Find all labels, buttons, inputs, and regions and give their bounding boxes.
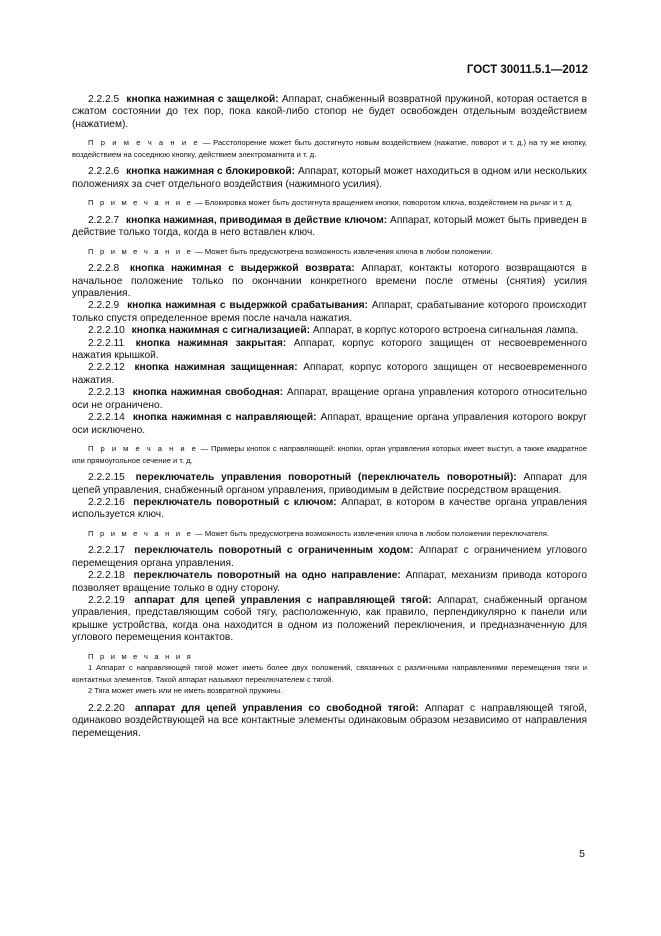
clause-2-2-2-5 [72, 94, 587, 131]
clause-2-2-2-9 [72, 300, 587, 325]
standard-code: ГОСТ 30011.5.1—2012 [466, 64, 588, 76]
note [72, 137, 587, 160]
notes-label: П р и м е ч а н и я [88, 651, 193, 661]
clause-number: 2.2.2.17 [88, 545, 125, 557]
clause-2-2-2-12 [72, 362, 587, 387]
clause-text: Аппарат, который может находиться в одном или нескольких положениях за счет отдельного воздействия (нажимного усилия). [72, 166, 587, 190]
clause-2-2-2-18 [72, 570, 587, 595]
clause-2-2-2-13 [72, 387, 587, 412]
clause-number: 2.2.2.6 [88, 166, 120, 178]
clause-number: 2.2.2.5 [88, 94, 120, 105]
clause-term: кнопка нажимная с блокировкой: [126, 166, 296, 178]
note-label: П р и м е ч а н и е [88, 528, 193, 538]
clause-number: 2.2.2.8 [88, 263, 120, 275]
clause-2-2-2-11 [72, 338, 587, 363]
clause-2-2-2-7 [72, 215, 587, 240]
clause-2-2-2-14 [72, 412, 587, 437]
note-label: П р и м е ч а н и е [88, 443, 199, 453]
clause-2-2-2-16 [72, 497, 587, 522]
clause-2-2-2-17 [72, 545, 587, 570]
clause-number: 2.2.2.10 [88, 325, 125, 337]
clause-2-2-2-19 [72, 595, 587, 645]
clause-text: Аппарат, корпус которого защищен от несвоевременного нажатия крышкой. [72, 337, 587, 362]
page-number: 5 [579, 848, 585, 860]
note [72, 246, 587, 258]
note [72, 197, 587, 209]
clause-text: Аппарат, контакты которого возвращаются в начальное положение только по окончании конкретного времени после отмены (снятия) усилия управления. [72, 263, 587, 300]
clause-text: Аппарат, в корпус которого встроена сигнальная лампа. [312, 325, 579, 337]
note-text: — Блокировка может быть достигнута вращением кнопки, поворотом ключа, воздействием на рычаг и т. д. [195, 198, 573, 208]
notes-heading [72, 651, 587, 663]
clause-term: кнопка нажимная с выдержкой возврата: [129, 263, 355, 275]
clause-term: кнопка нажимная закрытая: [135, 337, 287, 349]
clause-term: кнопка нажимная защищенная: [134, 362, 298, 374]
clause-term: кнопка нажимная с сигнализацией: [131, 325, 310, 337]
clause-2-2-2-6 [72, 166, 587, 191]
clause-number: 2.2.2.16 [88, 496, 125, 508]
clause-term: кнопка нажимная с выдержкой срабатывания: [127, 300, 368, 312]
clause-text: Аппарат с ограничением углового перемещения органа управления. [72, 545, 587, 569]
clause-number: 2.2.2.12 [88, 362, 125, 374]
clause-text: Аппарат с направляющей тягой, одинаково воздействующей на все контактные элементы одинаковым образом независимо от направления перемещения. [72, 702, 587, 739]
clause-text: Аппарат, вращение органа управления которого относительно оси не ограничено. [72, 387, 587, 411]
clause-number: 2.2.2.11 [88, 337, 125, 349]
note-item-2: 2 Тяга может иметь или не иметь возвратной пружины. [88, 686, 283, 696]
note-label: П р и м е ч а н и е [88, 246, 193, 256]
clause-text: Аппарат, снабженный органом управления, представляющим собой тягу, расположенную, как правило, перпендикулярно к панели или крышке устройства, когда она находится в одном из положений переключения, и предназначенную для углового перемещения контактов. [72, 594, 587, 644]
clause-text: Аппарат, корпус которого защищен от несвоевременного нажатия. [72, 362, 587, 386]
clause-text: Аппарат, вращение органа управления которого вокруг оси исключено. [72, 412, 587, 436]
clause-term: кнопка нажимная с защелкой: [126, 94, 279, 105]
note-text: — Может быть предусмотрена возможность извлечения ключа в любом положении переключателя. [195, 528, 549, 538]
note-item-1: 1 Аппарат с направляющей тягой может иметь более двух положений, связанных с различными направлениями перемещения тяги и контактных элементов. Такой аппарат называют переключателем с тягой. [72, 663, 587, 684]
clause-term: переключатель поворотный с ключом: [133, 496, 337, 508]
clause-number: 2.2.2.13 [88, 387, 125, 399]
clause-text: Аппарат для цепей управления, снабженный органом управления, приводимым в действие посредством вращения. [72, 472, 587, 496]
clause-term: кнопка нажимная, приводимая в действие ключом: [126, 214, 388, 226]
clause-2-2-2-8 [72, 263, 587, 300]
clause-2-2-2-10 [72, 325, 587, 337]
note-text: — Расстопорение может быть достигнуто новым воздействием (нажатие, поворот и т. д.) на ту же кнопку, воздействием на соседнюю кнопку, действием электромагнита и т. д. [72, 138, 587, 159]
clause-2-2-2-15 [72, 472, 587, 497]
clause-term: кнопка нажимная свободная: [132, 387, 284, 399]
document-body [72, 94, 587, 740]
clause-term: аппарат для цепей управления с направляющей тягой: [134, 594, 432, 606]
clause-number: 2.2.2.9 [88, 300, 120, 312]
note-label: П р и м е ч а н и е [88, 138, 200, 148]
clause-text: Аппарат, в котором в качестве органа управления используется ключ. [72, 496, 587, 521]
note [72, 528, 587, 540]
clause-2-2-2-20 [72, 703, 587, 740]
clause-number: 2.2.2.19 [88, 594, 125, 606]
clause-text: Аппарат, который может быть приведен в действие только тогда, когда в него вставлен ключ. [72, 214, 587, 239]
note [72, 443, 587, 466]
note-text: — Примеры кнопок с направляющей: кнопки, орган управления которых имеет выступ, а также квадратное или прямоугольное сечение и т. д. [72, 443, 587, 465]
clause-term: переключатель управления поворотный (переключатель поворотный): [135, 472, 517, 484]
clause-number: 2.2.2.20 [88, 702, 125, 714]
clause-text: Аппарат, снабженный возвратной пружиной, которая остается в сжатом состоянии до тех пор, пока какой-либо стопор не будет освобожден отдельным воздействием (нажатием). [72, 94, 587, 130]
note-text: — Может быть предусмотрена возможность извлечения ключа в любом положении. [195, 246, 493, 256]
clause-text: Аппарат, механизм привода которого позволяет вращение только в одну сторону. [72, 570, 587, 594]
clause-term: переключатель поворотный на одно направление: [133, 570, 401, 582]
clause-number: 2.2.2.18 [88, 570, 125, 582]
clause-term: кнопка нажимная с направляющей: [132, 412, 317, 424]
clause-number: 2.2.2.7 [88, 214, 120, 226]
note-label: П р и м е ч а н и е [88, 198, 193, 208]
clause-term: переключатель поворотный с ограниченным ходом: [134, 545, 414, 557]
clause-term: аппарат для цепей управления со свободной тягой: [134, 702, 419, 714]
clause-number: 2.2.2.14 [88, 412, 125, 424]
clause-text: Аппарат, срабатывание которого происходит только спустя определенное время после начала нажатия. [72, 300, 587, 324]
clause-number: 2.2.2.15 [88, 472, 125, 484]
